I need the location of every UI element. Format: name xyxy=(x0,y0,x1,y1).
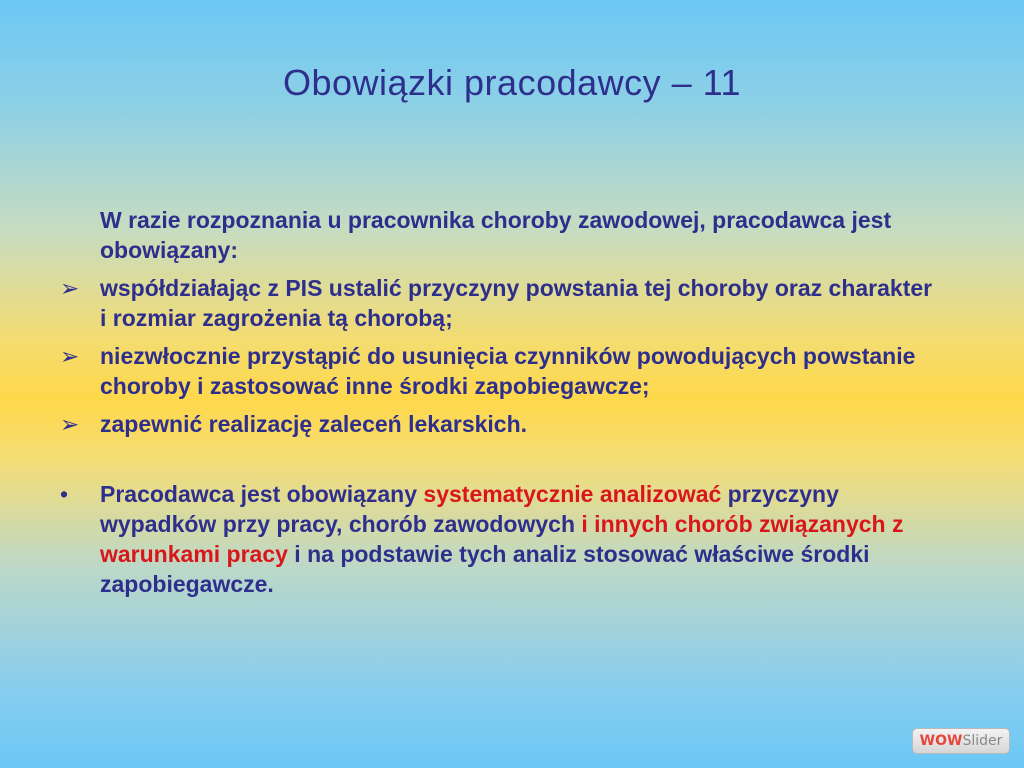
highlight-text-2: i innych chorób związanych z warunkami pracy xyxy=(100,511,904,567)
final-item-text xyxy=(100,481,903,597)
list-item-text: współdziałając z PIS ustalić przyczyny powstania tej choroby oraz charakter i rozmiar zagrożenia tą chorobą; xyxy=(100,275,933,331)
final-text-part3: przyczyny wypadków przy pracy, chorób zawodowych xyxy=(100,481,839,537)
highlight-text-1: systematycznie analizować xyxy=(423,481,722,507)
list-item xyxy=(60,273,940,333)
arrow-bullet-icon: ➢ xyxy=(60,411,80,437)
dot-bullet-icon: • xyxy=(60,481,69,507)
intro-text: W razie rozpoznania u pracownika choroby zawodowej, pracodawca jest obowiązany: xyxy=(100,207,892,263)
logo-text-wow: WOW xyxy=(919,733,963,749)
final-text-part1: Pracodawca jest obowiązany xyxy=(100,481,424,507)
list-item xyxy=(60,409,940,439)
arrow-bullet-icon: ➢ xyxy=(60,343,80,369)
slide-title: Obowiązki pracodawcy – 11 xyxy=(282,62,742,103)
list-item xyxy=(60,341,940,401)
list-item-text: niezwłocznie przystąpić do usunięcia czynników powodujących powstanie choroby i zastosować inne środki zapobiegawcze; xyxy=(100,343,916,399)
wowslider-logo[interactable] xyxy=(912,728,1010,754)
slide-content xyxy=(60,182,940,599)
final-text-part5: i na podstawie tych analiz stosować właściwe środki zapobiegawcze. xyxy=(100,541,870,597)
arrow-bullet-icon: ➢ xyxy=(60,275,80,301)
logo-text-slider: Slider xyxy=(962,733,1003,749)
spacer xyxy=(60,447,940,479)
list-item-text: zapewnić realizację zaleceń lekarskich. xyxy=(100,411,528,437)
final-bullet-item xyxy=(60,479,940,599)
